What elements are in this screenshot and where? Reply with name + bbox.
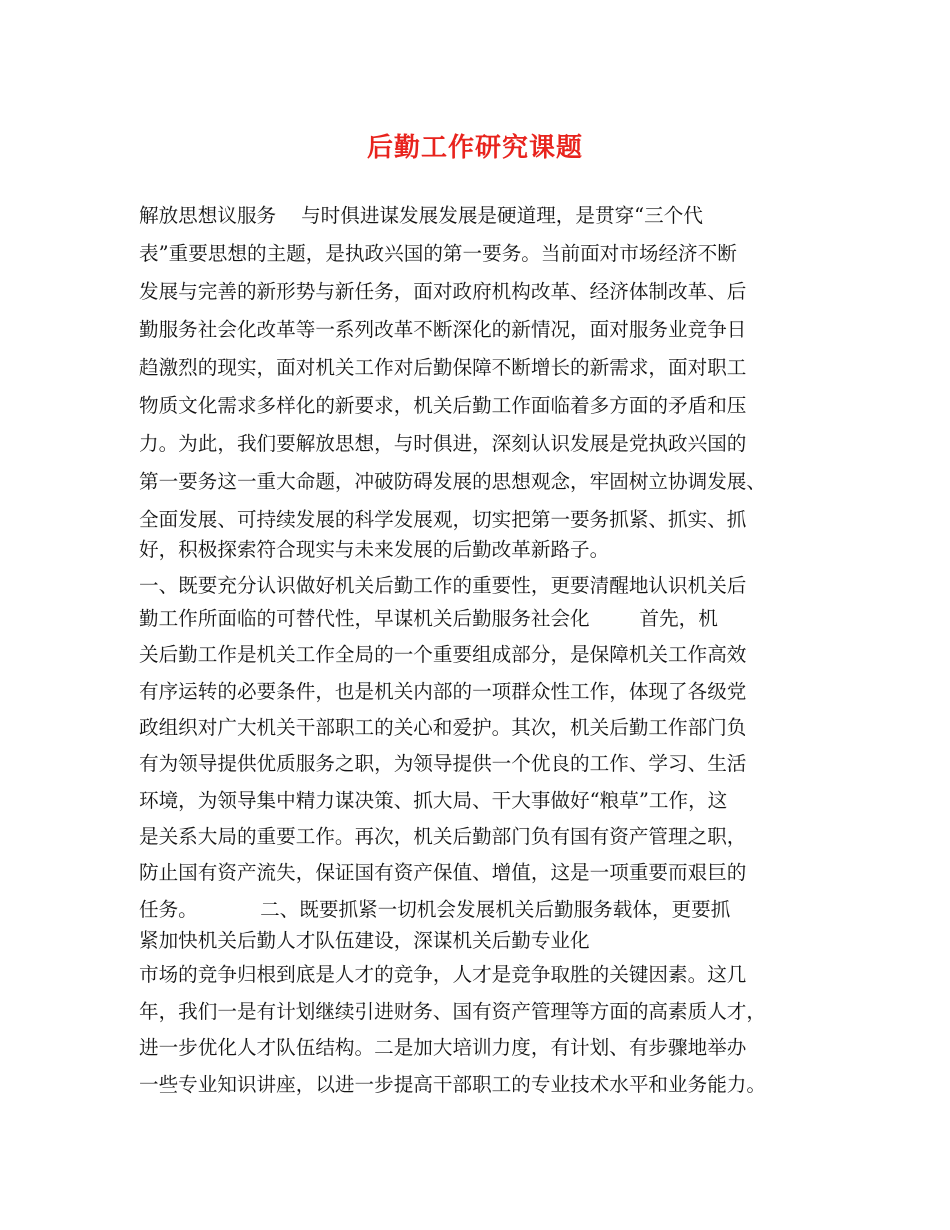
document-title: 后勤工作研究课题 [366, 133, 583, 163]
body-line: 任务。 二、既要抓紧一切机会发展机关后勤服务载体，更要抓 [139, 898, 731, 921]
body-line: 是关系大局的重要工作。再次，机关后勤部门负有国有资产管理之职， [139, 825, 747, 848]
body-line: 解放思想议服务 与时俱进谋发展发展是硬道理，是贯穿“三个代 [139, 204, 703, 227]
body-line: 防止国有资产流失，保证国有资产保值、增值，这是一项重要而艰巨的 [139, 861, 747, 884]
body-line: 紧加快机关后勤人才队伍建设，深谋机关后勤专业化 [139, 929, 590, 952]
body-line: 力。为此，我们要解放思想，与时俱进，深刻认识发展是党执政兴国的 [139, 432, 747, 455]
body-line: 年，我们一是有计划继续引进财务、国有资产管理等方面的高素质人才， [139, 1000, 766, 1023]
body-line: 进一步优化人才队伍结构。二是加大培训力度，有计划、有步骤地举办 [139, 1036, 747, 1059]
body-line: 环境，为领导集中精力谋决策、抓大局、干大事做好“粮草”工作，这 [139, 789, 728, 812]
body-line: 发展与完善的新形势与新任务，面对政府机构改革、经济体制改革、后 [139, 280, 747, 303]
body-line: 一、既要充分认识做好机关后勤工作的重要性，更要清醒地认识机关后 [139, 574, 747, 597]
body-line: 有为领导提供优质服务之职，为领导提供一个优良的工作、学习、生活 [139, 752, 747, 775]
body-line: 第一要务这一重大命题，冲破防碍发展的思想观念，牢固树立协调发展、 [139, 470, 766, 493]
body-line: 市场的竞争归根到底是人才的竞争，人才是竞争取胜的关键因素。这几 [139, 963, 747, 986]
body-line: 趋激烈的现实，面对机关工作对后勤保障不断增长的新需求，面对职工 [139, 356, 747, 379]
body-line: 勤工作所面临的可替代性，早谋机关后勤服务社会化 首先，机 [139, 607, 718, 630]
body-line: 全面发展、可持续发展的科学发展观，切实把第一要务抓紧、抓实、抓 [139, 508, 747, 531]
body-line: 物质文化需求多样化的新要求，机关后勤工作面临着多方面的矛盾和压 [139, 394, 747, 417]
body-line: 勤服务社会化改革等一系列改革不断深化的新情况，面对服务业竞争日 [139, 318, 747, 341]
body-line: 好，积极探索符合现实与未来发展的后勤改革新路子。 [139, 538, 610, 561]
body-line: 一些专业知识讲座，以进一步提高干部职工的专业技术水平和业务能力。 [139, 1073, 766, 1096]
body-line: 关后勤工作是机关工作全局的一个重要组成部分，是保障机关工作高效 [139, 643, 747, 666]
body-line: 政组织对广大机关干部职工的关心和爱护。其次，机关后勤工作部门负 [139, 716, 747, 739]
body-line: 有序运转的必要条件，也是机关内部的一项群众性工作，体现了各级党 [139, 680, 747, 703]
body-line: 表”重要思想的主题，是执政兴国的第一要务。当前面对市场经济不断 [139, 242, 737, 265]
